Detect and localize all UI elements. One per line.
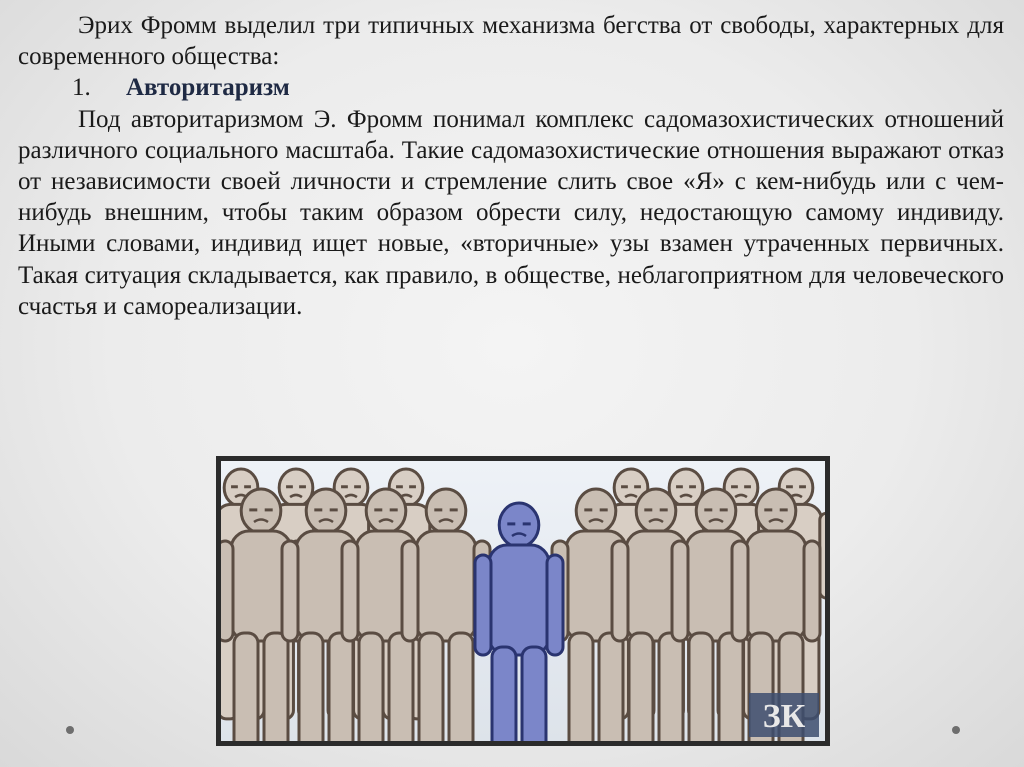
section-heading bbox=[18, 72, 1004, 103]
svg-text:ЗК: ЗК bbox=[762, 698, 806, 735]
publisher-logo bbox=[749, 693, 819, 737]
intro-paragraph: Эрих Фромм выделил три типичных механизма бегства от свободы, характерных для современного общества: bbox=[18, 12, 1004, 71]
next-slide-dot[interactable] bbox=[952, 726, 960, 734]
body-paragraph: Под авторитаризмом Э. Фромм понимал комплекс садомазохистических отношений различного социального масштаба. Такие садомазохистические отношения выражают отказ от независимости своей личности и стремление слить свое «Я» с кем-нибудь или с чем-нибудь внешним, чтобы таким образом обрести силу, недостающую самому индивиду. Иными словами, индивид ищет новые, «вторичные» узы взамен утраченных первичных. Такая ситуация складывается, как правило, в обществе, неблагоприятном для человеческого счастья и самореализации. bbox=[18, 105, 1004, 320]
crowd-illustration bbox=[216, 456, 830, 746]
lone-individual-figure bbox=[475, 503, 563, 741]
slide-text bbox=[18, 10, 1004, 322]
previous-slide-dot[interactable] bbox=[66, 726, 74, 734]
crowd-drawing bbox=[221, 461, 825, 741]
section-number: 1. bbox=[72, 74, 91, 102]
section-title: Авторитаризм bbox=[126, 74, 290, 102]
